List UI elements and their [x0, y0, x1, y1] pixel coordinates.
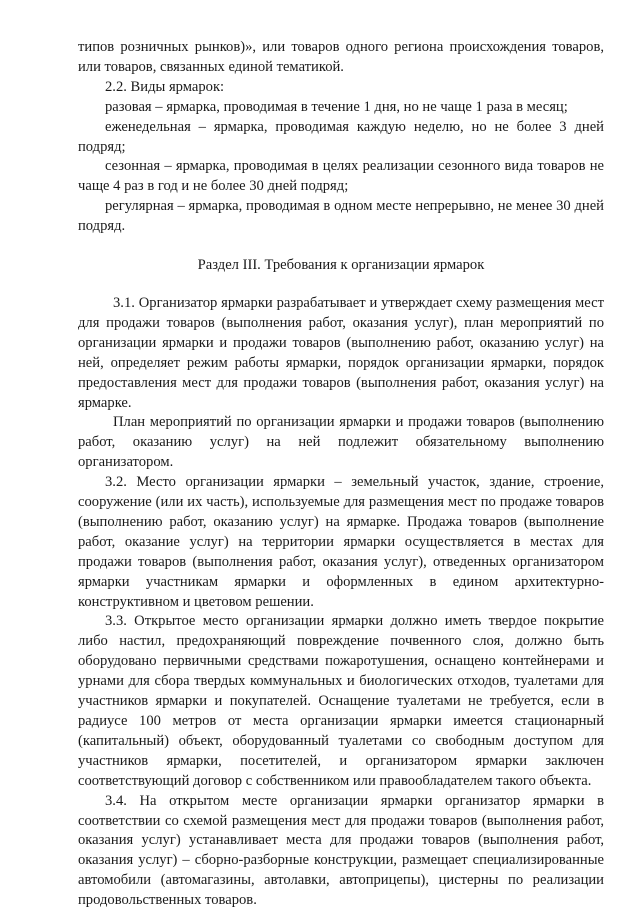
- paragraph-3-2: 3.2. Место организации ярмарки – земельный участок, здание, строение, сооружение (или их часть), используемые для размещения мест по продаже товаров (выполнению работ, оказанию услуг) на ярмарке. Продажа товаров (выполнение работ, оказание услуг) на территории ярмарки осуществляется в местах для продажи товаров (выполнения работ, оказания услуг), отведенных организатором ярмарки участникам ярмарки и оформленных в едином архитектурно-конструктивном и цветовом решении.: [78, 474, 604, 610]
- paragraph-3-1: 3.1. Организатор ярмарки разрабатывает и утверждает схему размещения мест для продажи товаров (выполнения работ, оказания услуг), план мероприятий по организации ярмарки и продажи товаров (выполнению работ, оказанию услуг) на ней, определяет режим работы ярмарки, порядок организации ярмарки, порядок предоставления мест для продажи товаров (выполнения работ, оказания услуг) на ярмарке.: [78, 294, 604, 411]
- paragraph-3-1-plan: План мероприятий по организации ярмарки и продажи товаров (выполнению работ, оказанию услуг) на ней подлежит обязательному выполнению организатором.: [78, 414, 604, 471]
- section-2-2-title: 2.2. Виды ярмарок:: [105, 78, 225, 95]
- fair-type-one-day: разовая – ярмарка, проводимая в течение 1 дня, но не чаще 1 раза в месяц;: [105, 98, 568, 115]
- fair-type-regular: регулярная – ярмарка, проводимая в одном месте непрерывно, не менее 30 дней подряд.: [78, 198, 604, 235]
- section-3-heading: Раздел III. Требования к организации ярмарок: [197, 257, 485, 274]
- paragraph-3-4: 3.4. На открытом месте организации ярмарки организатор ярмарки в соответствии со схемой размещения мест для продажи товаров (выполнения работ, оказания услуг) устанавливает места для продажи товаров (выполнения работ, оказания услуг) – сборно-разборные конструкции, размещает специализированные автомобили (автомагазины, автолавки, автоприцепы), цистерны по реализации продовольственных товаров.: [78, 792, 604, 909]
- intro-paragraph: типов розничных рынков)», или товаров одного региона происхождения товаров, или товаров, связанных единой тематикой.: [78, 39, 604, 75]
- document-page: [78, 38, 604, 911]
- fair-type-seasonal: сезонная – ярмарка, проводимая в целях реализации сезонного вида товаров не чаще 4 раз в год и не более 30 дней подряд;: [78, 158, 604, 195]
- paragraph-3-3: 3.3. Открытое место организации ярмарки должно иметь твердое покрытие либо настил, предохраняющий повреждение почвенного слоя, должно быть оборудовано первичными средствами пожаротушения, оснащено контейнерами и урнами для сбора твердых коммунальных и биологических отходов, туалетами для участников ярмарки и покупателей. Оснащение туалетами не требуется, если в радиусе 100 метров от места организации ярмарки имеется стационарный (капитальный) объект, оборудованный туалетами со свободным доступом для участников ярмарки, посетителей, и организатором ярмарки заключен соответствующий договор с собственником или правообладателем такого объекта.: [78, 613, 604, 789]
- fair-type-weekly: еженедельная – ярмарка, проводимая каждую неделю, но не более 3 дней подряд;: [78, 118, 604, 155]
